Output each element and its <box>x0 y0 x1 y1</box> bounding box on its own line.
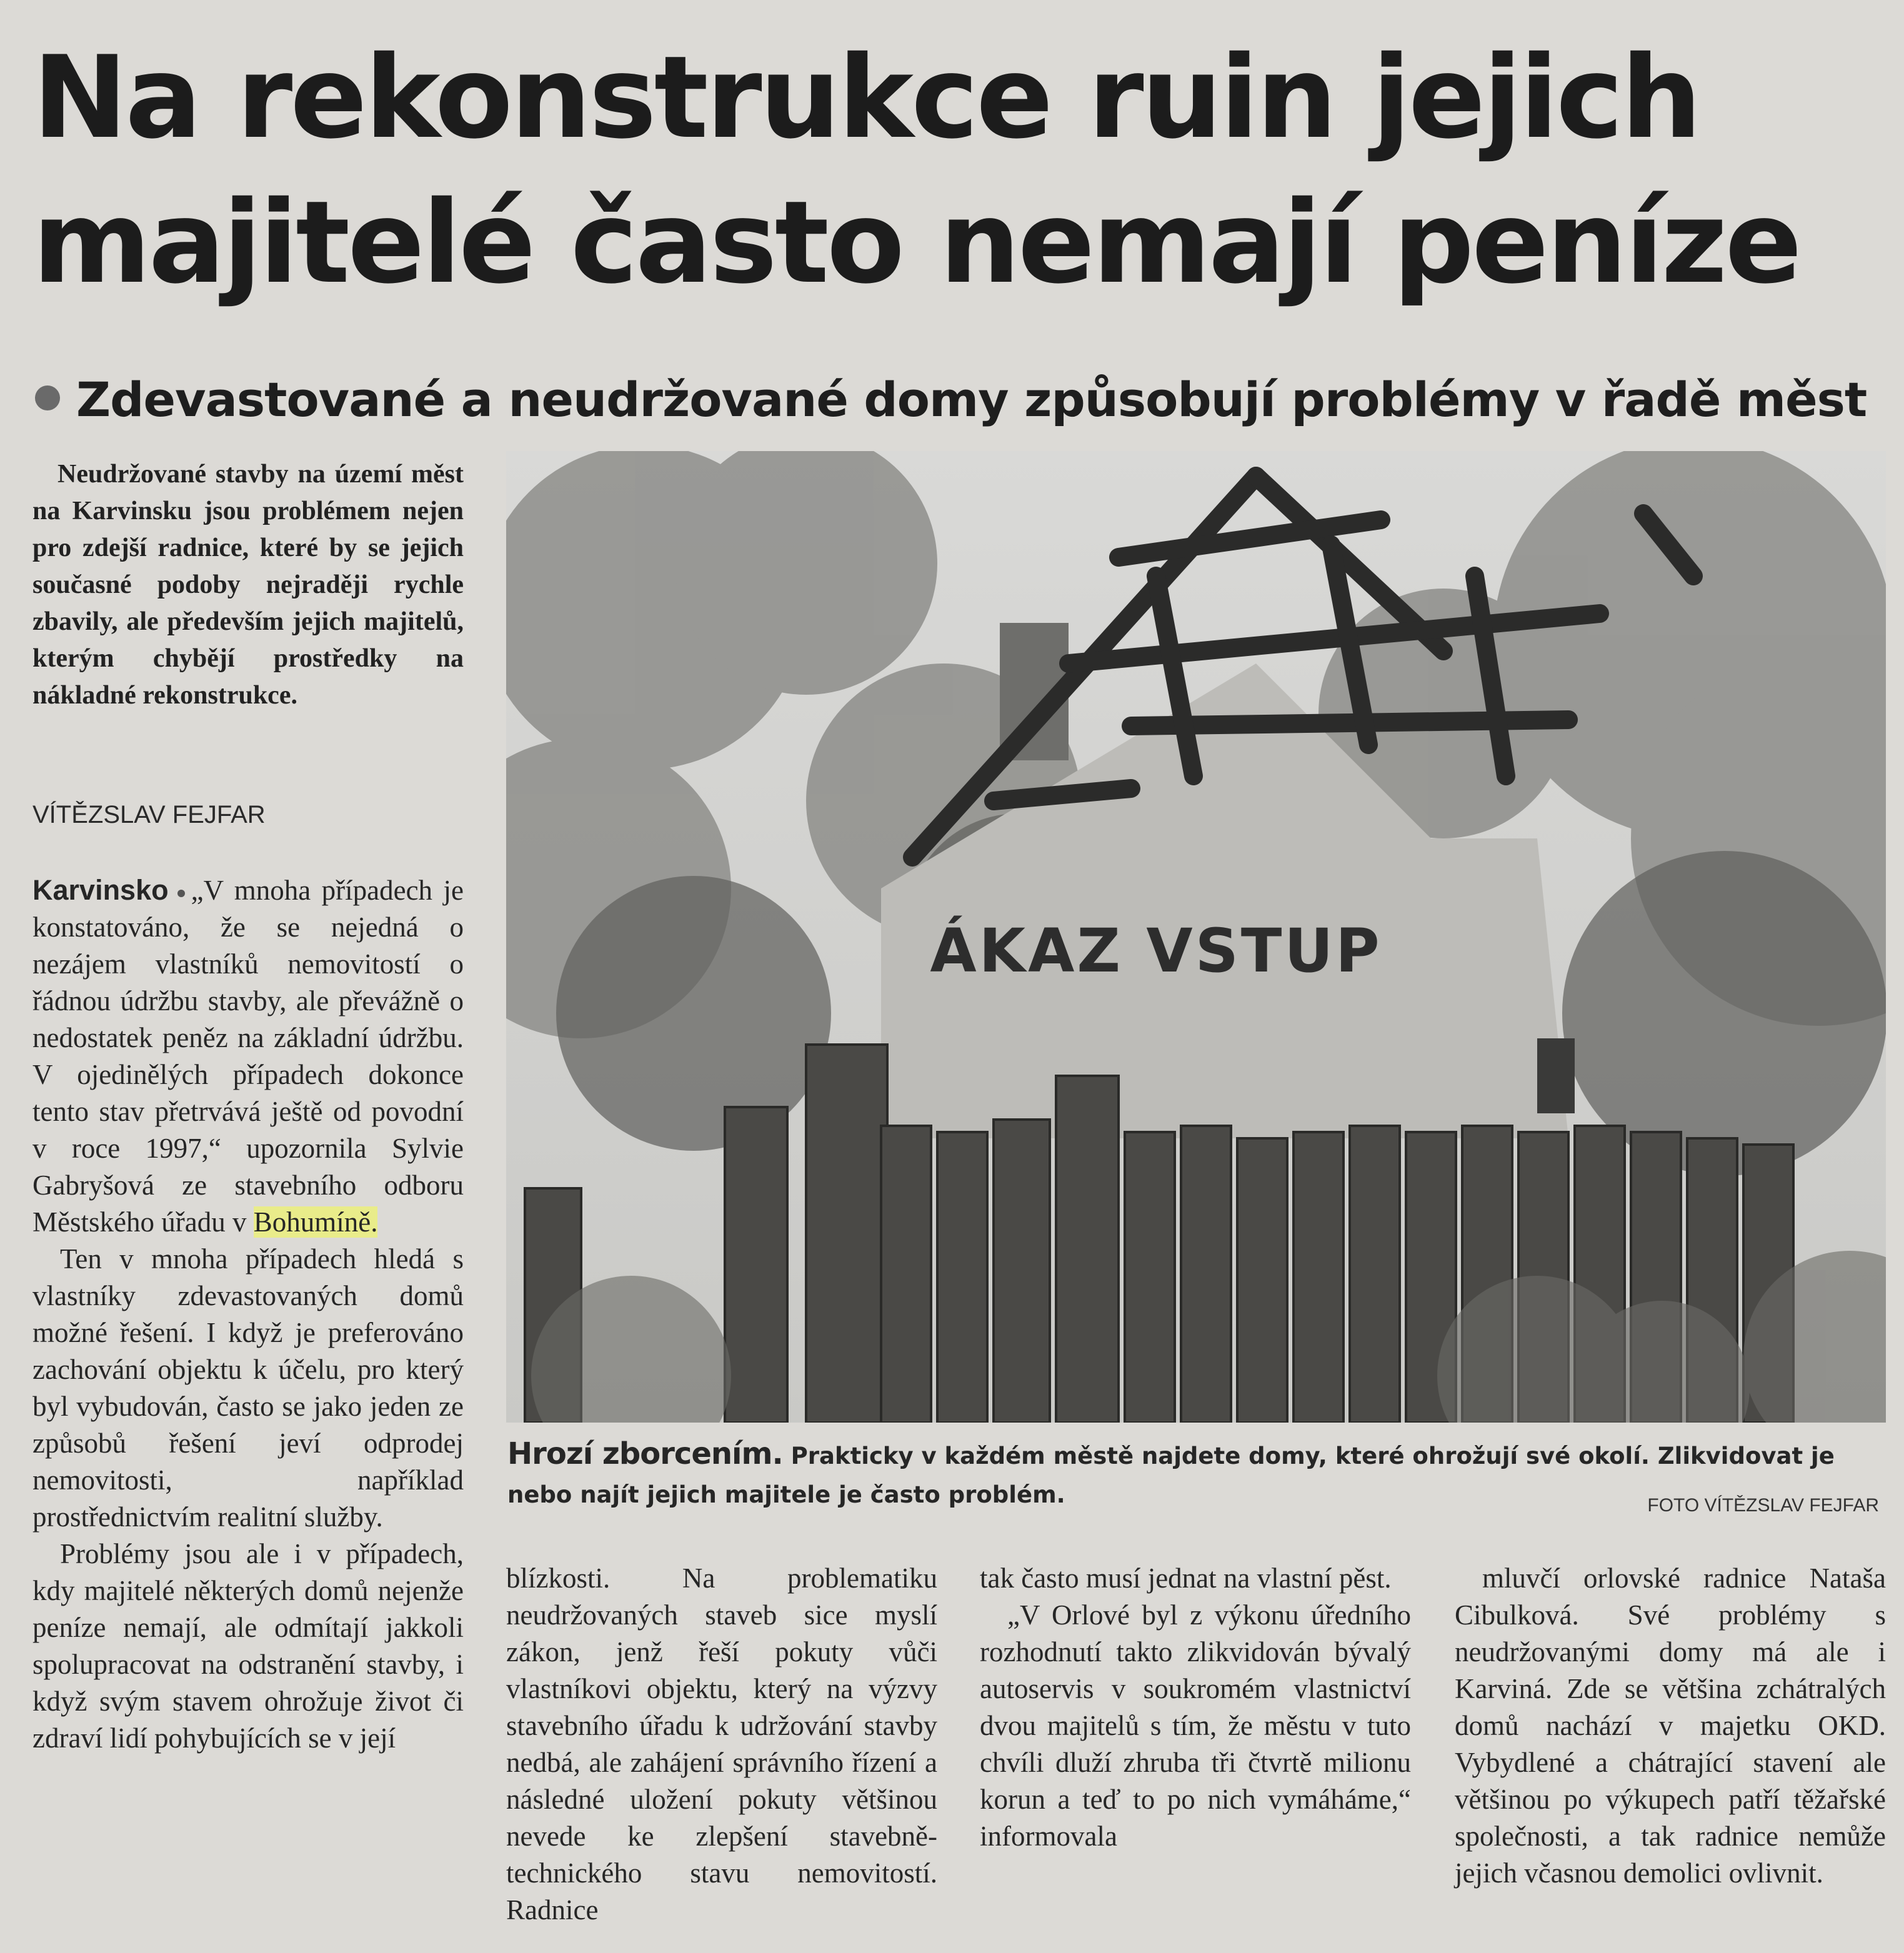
author-byline: VÍTĚZSLAV FEJFAR <box>32 801 266 828</box>
subheadline <box>35 365 1885 434</box>
caption-text: Prakticky v každém městě najdete domy, které ohrožují své okolí. Zlikvidovat je nebo najít jejich majitele je často problém. <box>507 1443 1835 1508</box>
paragraph-1 <box>32 872 464 1241</box>
headline: Na rekonstrukce ruin jejich majitelé často nemají peníze <box>32 31 1800 309</box>
caption-title: Hrozí zborcením. <box>507 1436 783 1471</box>
dot-separator-icon <box>177 890 185 897</box>
perex: Neudržované stavby na území měst na Karvinsku jsou problémem nejen pro zdejší radnice, které by se jejich současné podoby nejraději rychle zbavily, ale především jejich majitelů, kterým chybějí prostředky na nákladné rekonstrukce. <box>32 460 464 710</box>
dateline: Karvinsko <box>32 874 169 906</box>
column-2-text: blízkosti. Na problematiku neudržovaných staveb sice myslí zákon, jenž řeší pokuty vůči vlastníkovi objektu, který na výzvy stavebního úřadu k udržování stavby nedbá, ale zahájení správního řízení a následné uložení pokuty většinou nevede ke zlepšení stavebně-technického stavu nemovitostí. Radnice <box>506 1563 937 1926</box>
paragraph-2: Ten v mnoha případech hledá s vlastníky zdevastovaných domů možné řešení. I když je preferováno zachování objektu k účelu, pro který byl vybudován, často se jako jeden ze způsobů řešení jeví odprodej nemovitosti, například prostřednictvím realitní služby. <box>32 1243 464 1533</box>
column-3-paragraph-2: „V Orlové byl z výkonu úředního rozhodnutí takto zlikvidován bývalý autoservis v soukromém vlastnictví dvou majitelů s tím, že městu v tuto chvíli dluží zhruba tři čtvrtě milionu korun a teď to po nich vymáháme,“ informovala <box>980 1599 1411 1852</box>
photo-credit: FOTO VÍTĚZSLAV FEJFAR <box>1647 1495 1879 1516</box>
paragraph-1-text: „V mnoha případech je konstatováno, že se nejedná o nezájem vlastníků nemovitostí o řádnou údržbu stavby, ale převážně o nedostatek peněz na základní údržbu. V ojedinělých případech dokonce tento stav přetrvává ještě od povodní v roce 1997,“ upozornila Sylvie Gabryšová ze stavebního odboru Městského úřadu v <box>32 875 464 1238</box>
column-3-paragraph-1: tak často musí jednat na vlastní pěst. <box>980 1563 1392 1594</box>
column-1 <box>32 872 464 1757</box>
article-photo <box>506 451 1886 1423</box>
column-4-text: mluvčí orlovské radnice Nataša Cibulková. Své problémy s neudržovanými domy má ale i Karviná. Zde se většina zchátralých domů nachází v majetku OKD. Vybydlené a chátrající stavení ale většinou po výkupech patří těžařské společnosti, a tak radnice nemůže jejich včasnou demolici ovlivnit. <box>1455 1563 1886 1889</box>
column-3 <box>980 1560 1411 1855</box>
paragraph-3: Problémy jsou ale i v případech, kdy majitelé některých domů nejenže peníze nemají, ale odmítají jakkoli spolupracovat na odstranění stavby, i když svým stavem ohrožuje život či zdraví lidí pohybujících se v její <box>32 1538 464 1754</box>
column-2 <box>506 1560 937 1929</box>
highlighted-word: Bohumíně. <box>253 1206 378 1238</box>
bullet-icon <box>35 385 60 410</box>
subheadline-text: Zdevastované a neudržované domy způsobují problémy v řadě měst <box>76 372 1867 427</box>
graffiti-text: ÁKAZ VSTUP <box>930 916 1382 986</box>
column-4 <box>1455 1560 1886 1892</box>
